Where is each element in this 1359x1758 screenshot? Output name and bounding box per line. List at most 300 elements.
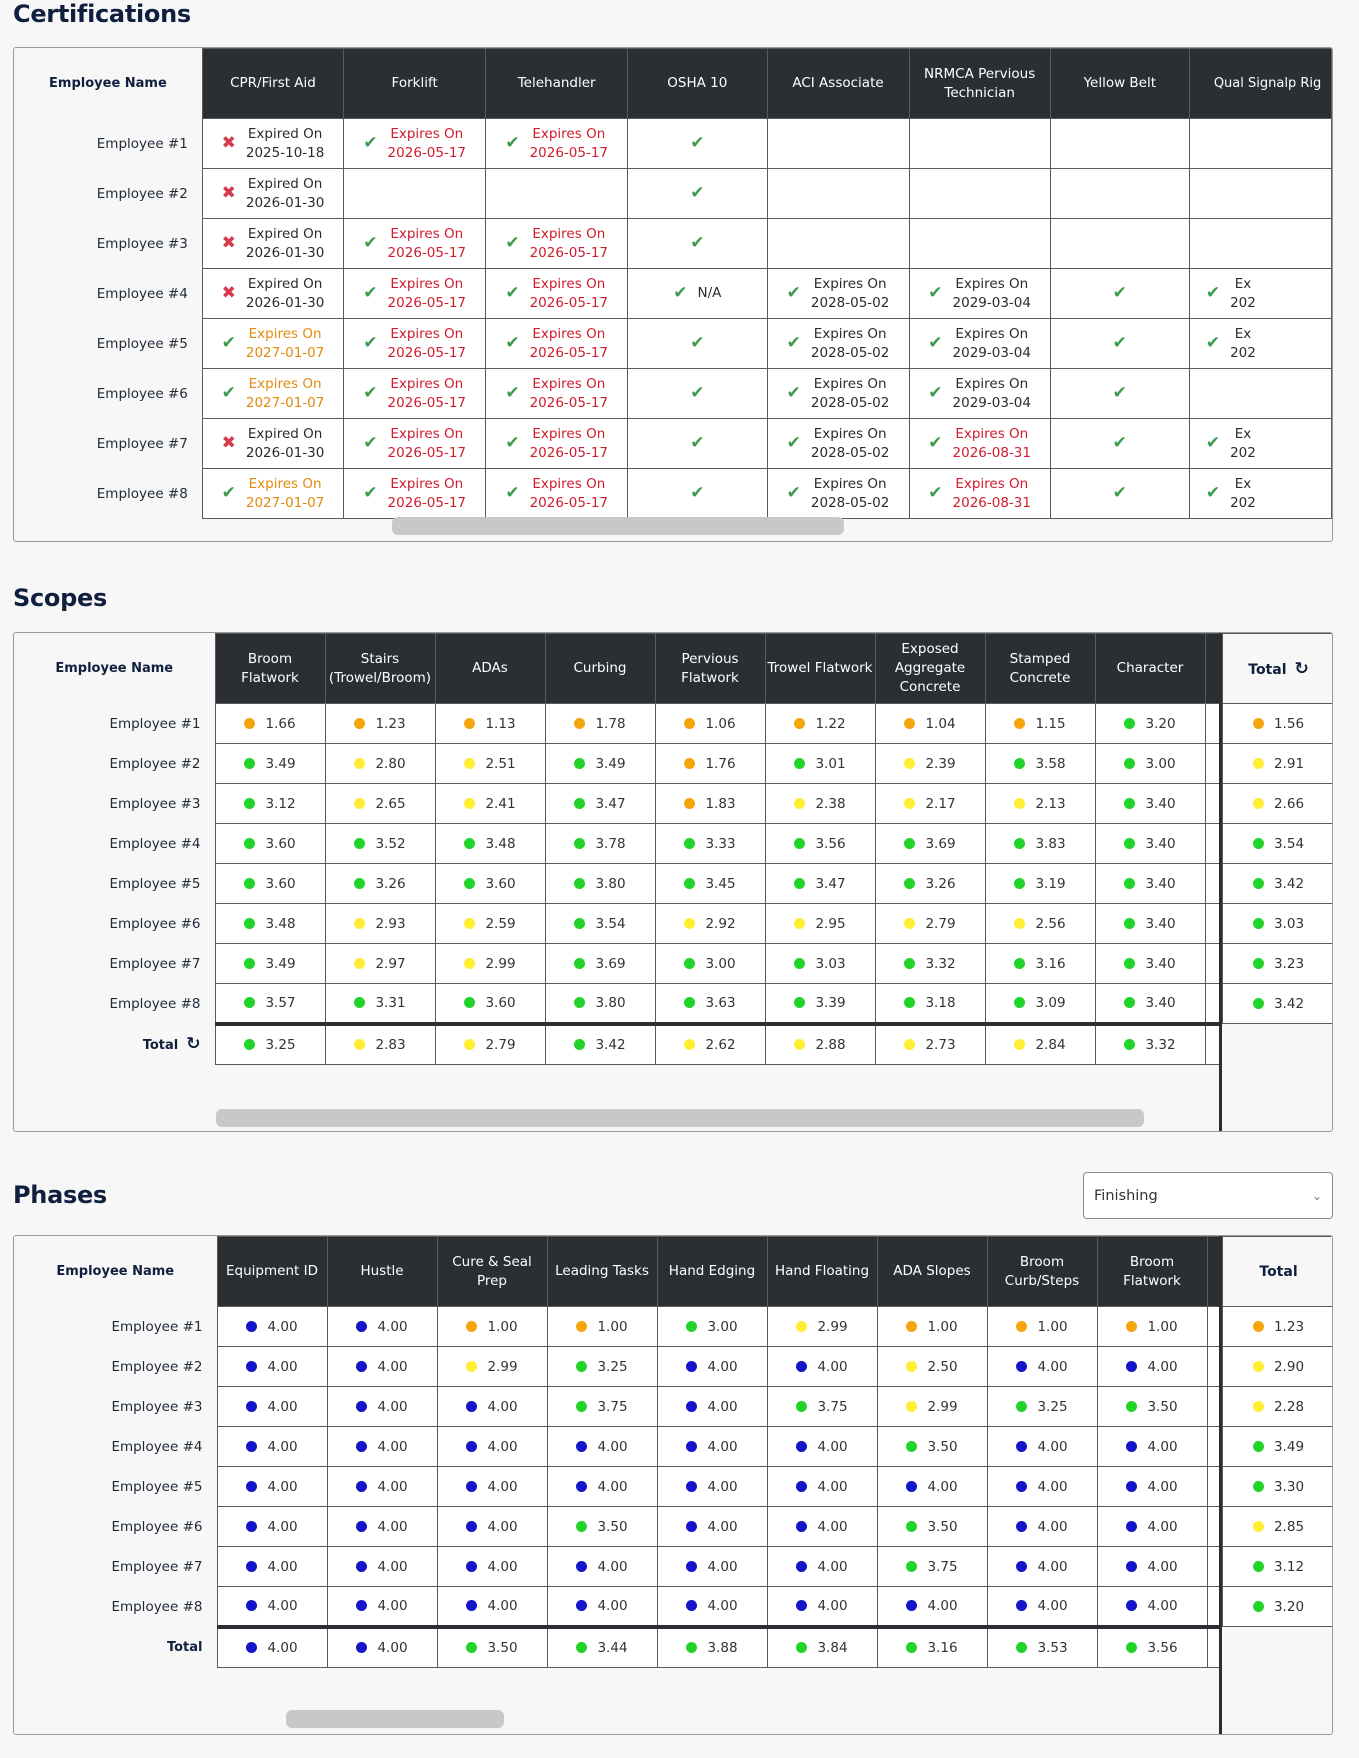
cert-date-value: 202	[1230, 494, 1256, 511]
rating-value	[216, 916, 325, 932]
cert-status	[628, 484, 766, 503]
x-icon: ✖	[221, 233, 236, 253]
cert-date-value: 2028-05-02	[810, 494, 890, 511]
rating-number: 3.47	[595, 795, 626, 812]
rating-number: 4.00	[817, 1478, 848, 1495]
cert-date-value: 2029-03-04	[952, 344, 1031, 361]
rating-value	[1096, 956, 1205, 972]
rating-value	[1098, 1519, 1207, 1535]
rating-value	[766, 876, 875, 892]
employee-name: Employee #2	[111, 1358, 203, 1375]
rating-dot	[246, 1600, 257, 1611]
cert-cell	[909, 419, 1050, 469]
rating-number: 4.00	[1147, 1438, 1178, 1455]
cert-date	[246, 425, 324, 463]
rating-number: 4.00	[817, 1358, 848, 1375]
rating-dot	[906, 1642, 917, 1653]
phase-score-cell	[437, 1427, 547, 1467]
rating-value	[1223, 1559, 1333, 1575]
rating-value	[436, 716, 545, 732]
scope-score-cell	[435, 984, 545, 1024]
cert-status	[486, 125, 627, 163]
rating-number: 1.56	[1273, 715, 1305, 732]
cert-cell	[1189, 369, 1331, 419]
cert-date-label: Expires On	[390, 375, 464, 392]
rating-dot	[574, 958, 585, 969]
rating-number: 4.00	[487, 1478, 518, 1495]
phase-stub-cell	[1207, 1347, 1219, 1387]
phase-score-cell	[437, 1507, 547, 1547]
rating-dot	[466, 1521, 477, 1532]
scope-column-total	[435, 1024, 545, 1065]
cert-date-value: 2026-01-30	[245, 444, 325, 461]
rating-dot	[1253, 1321, 1264, 1332]
scope-score-cell	[545, 704, 655, 744]
check-icon: ✔	[1112, 333, 1127, 353]
scope-score-cell	[325, 744, 435, 784]
scope-score-cell	[545, 984, 655, 1024]
scope-score-cell	[875, 904, 985, 944]
rating-dot	[1253, 798, 1264, 809]
phases-title: Phases	[13, 1181, 107, 1209]
phases-total-column	[1222, 1236, 1333, 1627]
rating-dot	[1124, 798, 1135, 809]
rating-dot	[576, 1642, 587, 1653]
phase-stub-cell	[1207, 1507, 1219, 1547]
cert-status	[486, 425, 627, 463]
cert-date-value: 2028-05-02	[810, 444, 890, 461]
cert-cell	[767, 419, 909, 469]
scope-total-row	[1223, 784, 1334, 824]
cert-cell	[202, 119, 343, 169]
certifications-scrollbar[interactable]	[392, 517, 844, 535]
scope-score-cell	[435, 704, 545, 744]
cert-date-label: Ex	[1234, 425, 1252, 442]
scope-score-cell	[545, 824, 655, 864]
scope-score-cell	[545, 864, 655, 904]
phase-column-total	[987, 1627, 1097, 1668]
cert-date	[388, 275, 466, 313]
phase-score-cell	[217, 1587, 327, 1627]
rating-number: 3.60	[265, 875, 296, 892]
rating-dot	[356, 1521, 367, 1532]
rating-dot	[684, 878, 695, 889]
rating-number: 3.19	[1035, 875, 1066, 892]
rating-value	[988, 1559, 1097, 1575]
rating-dot	[1014, 958, 1025, 969]
rating-dot	[1253, 1601, 1264, 1612]
check-icon: ✔	[505, 133, 520, 153]
rating-dot	[1014, 878, 1025, 889]
check-icon: ✔	[505, 433, 520, 453]
rating-number: 2.62	[705, 1036, 736, 1053]
phase-score-cell	[327, 1387, 437, 1427]
phase-score-cell	[987, 1587, 1097, 1627]
scope-column-total	[545, 1024, 655, 1065]
phase-score-cell	[767, 1307, 877, 1347]
rating-dot	[356, 1321, 367, 1332]
phase-score-cell	[877, 1427, 987, 1467]
scope-score-cell	[1095, 984, 1205, 1024]
rating-value	[1098, 1640, 1207, 1656]
cert-column-header: ACI Associate	[767, 49, 909, 119]
rating-dot	[1253, 1481, 1264, 1492]
cert-date-label: Expires On	[390, 475, 464, 492]
rating-dot	[354, 838, 365, 849]
cert-date-label: Expires On	[813, 475, 887, 492]
rating-number: 4.00	[707, 1358, 738, 1375]
phase-score-cell	[547, 1467, 657, 1507]
rating-number: 4.00	[267, 1597, 298, 1614]
cert-cell	[344, 319, 486, 369]
phase-column-stub	[1207, 1237, 1219, 1307]
rating-number: 3.54	[595, 915, 626, 932]
cert-date-value: 2026-05-17	[387, 244, 467, 261]
rating-value	[986, 1037, 1095, 1053]
rating-number: 4.00	[267, 1558, 298, 1575]
rating-value	[878, 1598, 987, 1614]
scope-score-cell	[875, 864, 985, 904]
rating-dot	[904, 958, 915, 969]
cert-status	[628, 384, 766, 403]
cert-status	[628, 134, 766, 153]
rating-value	[768, 1439, 877, 1455]
phase-score-cell	[437, 1467, 547, 1507]
cert-cell	[202, 369, 343, 419]
rating-dot	[686, 1321, 697, 1332]
cert-cell	[909, 469, 1050, 519]
scope-score-cell	[1095, 944, 1205, 984]
rating-number: 3.23	[1273, 955, 1305, 972]
check-icon: ✔	[363, 483, 378, 503]
rating-number: 4.00	[707, 1518, 738, 1535]
rating-value	[658, 1598, 767, 1614]
scope-totals-label[interactable]	[14, 1024, 215, 1065]
rating-number: 4.00	[597, 1478, 628, 1495]
rating-number: 4.00	[267, 1358, 298, 1375]
rating-dot	[244, 838, 255, 849]
scope-score-cell	[1095, 824, 1205, 864]
cert-date-value: 2028-05-02	[810, 344, 890, 361]
rating-number: 3.25	[597, 1358, 628, 1375]
cert-date-value: 2026-08-31	[952, 494, 1031, 511]
scope-score-cell	[985, 784, 1095, 824]
rating-number: 1.78	[595, 715, 626, 732]
rating-number: 4.00	[597, 1597, 628, 1614]
phase-row	[14, 1467, 1219, 1507]
rating-number: 2.50	[927, 1358, 958, 1375]
cert-cell	[344, 219, 486, 269]
rating-number: 3.56	[815, 835, 846, 852]
employee-name: Employee #6	[96, 385, 188, 402]
cert-date	[953, 275, 1031, 313]
refresh-icon[interactable]: ↻	[186, 1034, 201, 1054]
scope-score-cell	[875, 784, 985, 824]
rating-number: 3.60	[485, 875, 516, 892]
rating-number: 2.39	[925, 755, 956, 772]
phase-row-total	[1223, 1507, 1334, 1547]
rating-number: 1.00	[1037, 1318, 1068, 1335]
employee-name-header: Employee Name	[55, 661, 174, 676]
phase-score-cell	[327, 1507, 437, 1547]
rating-number: 3.50	[597, 1518, 628, 1535]
rating-dot	[796, 1521, 807, 1532]
phase-score-cell	[767, 1347, 877, 1387]
cert-date	[811, 425, 889, 463]
phase-score-cell	[987, 1467, 1097, 1507]
scope-column-total	[325, 1024, 435, 1065]
rating-number: 4.00	[377, 1639, 408, 1656]
rating-value	[1223, 1519, 1333, 1535]
check-icon: ✔	[928, 483, 943, 503]
rating-dot	[796, 1441, 807, 1452]
rating-dot	[354, 718, 365, 729]
rating-number: 4.00	[1037, 1558, 1068, 1575]
rating-number: 4.00	[267, 1639, 298, 1656]
rating-number: 2.84	[1035, 1036, 1066, 1053]
scope-score-cell	[545, 744, 655, 784]
rating-value	[658, 1479, 767, 1495]
rating-number: 3.75	[817, 1398, 848, 1415]
rating-dot	[464, 997, 475, 1008]
phase-score-cell	[1097, 1427, 1207, 1467]
cert-cell	[909, 369, 1050, 419]
phase-select[interactable]	[1083, 1172, 1333, 1219]
cert-cell	[628, 469, 767, 519]
cert-date-label: Expires On	[532, 375, 606, 392]
x-icon: ✖	[221, 433, 236, 453]
cert-status	[1051, 384, 1189, 403]
phase-score-cell	[437, 1587, 547, 1627]
scope-row	[14, 744, 1220, 784]
rating-dot	[906, 1600, 917, 1611]
scopes-total-header[interactable]: Total ↻	[1223, 634, 1334, 704]
rating-dot	[1016, 1321, 1027, 1332]
scope-score-cell	[765, 744, 875, 784]
rating-value	[986, 876, 1095, 892]
rating-number: 3.84	[817, 1639, 848, 1656]
rating-number: 2.51	[485, 755, 516, 772]
rating-number: 1.15	[1035, 715, 1066, 732]
rating-dot	[576, 1561, 587, 1572]
phases-scrollbar[interactable]	[286, 1710, 504, 1728]
rating-dot	[466, 1441, 477, 1452]
cert-cell	[202, 269, 343, 319]
rating-value	[436, 836, 545, 852]
rating-number: 4.00	[377, 1478, 408, 1495]
phase-score-cell	[877, 1507, 987, 1547]
employee-name: Employee #1	[111, 1318, 203, 1335]
rating-dot	[1124, 997, 1135, 1008]
scope-row	[14, 704, 1220, 744]
cert-cell	[344, 369, 486, 419]
rating-number: 3.50	[487, 1639, 518, 1656]
rating-number: 4.00	[817, 1597, 848, 1614]
rating-value	[768, 1640, 877, 1656]
rating-dot	[1124, 918, 1135, 929]
phase-score-cell	[987, 1387, 1097, 1427]
scope-stub-cell	[1205, 784, 1220, 824]
scope-column-header: ADAs	[435, 634, 545, 704]
rating-number: 4.00	[1037, 1358, 1068, 1375]
scope-column-total	[985, 1024, 1095, 1065]
scope-score-cell	[655, 904, 765, 944]
cert-date-label: Expires On	[248, 325, 322, 342]
cert-status	[628, 334, 766, 353]
phase-row-total	[1223, 1427, 1334, 1467]
phase-total-row	[1223, 1587, 1334, 1627]
scope-score-cell	[325, 944, 435, 984]
rating-value	[216, 756, 325, 772]
cert-cell	[1050, 269, 1189, 319]
rating-number: 4.00	[1037, 1518, 1068, 1535]
cert-row	[14, 219, 1332, 269]
rating-value	[1223, 756, 1333, 772]
rating-number: 4.00	[707, 1558, 738, 1575]
rating-value	[546, 995, 655, 1011]
rating-number: 3.40	[1145, 915, 1176, 932]
rating-value	[768, 1399, 877, 1415]
phase-stub-cell	[1207, 1387, 1219, 1427]
rating-value	[546, 796, 655, 812]
cert-cell	[486, 419, 628, 469]
rating-value	[216, 836, 325, 852]
phase-stub-cell	[1207, 1467, 1219, 1507]
rating-number: 3.00	[707, 1318, 738, 1335]
rating-value	[438, 1519, 547, 1535]
rating-value	[218, 1439, 327, 1455]
rating-value	[658, 1319, 767, 1335]
phase-score-cell	[217, 1547, 327, 1587]
rating-dot	[686, 1361, 697, 1372]
rating-number: 2.99	[487, 1358, 518, 1375]
scope-score-cell	[765, 984, 875, 1024]
rating-number: 2.38	[815, 795, 846, 812]
rating-dot	[246, 1361, 257, 1372]
cert-date	[530, 275, 608, 313]
rating-number: 3.40	[1145, 955, 1176, 972]
check-icon: ✔	[363, 333, 378, 353]
rating-number: 3.49	[1273, 1438, 1305, 1455]
rating-number: 2.91	[1273, 755, 1305, 772]
rating-number: 3.16	[1035, 955, 1066, 972]
rating-value	[326, 1037, 435, 1053]
phase-score-cell	[657, 1507, 767, 1547]
phase-score-cell	[327, 1427, 437, 1467]
scopes-scrollbar[interactable]	[216, 1109, 1144, 1127]
rating-value	[986, 796, 1095, 812]
phase-score-cell	[217, 1467, 327, 1507]
rating-number: 3.32	[925, 955, 956, 972]
cert-date-value: 202	[1230, 344, 1256, 361]
cert-cell	[767, 469, 909, 519]
cert-column-header: CPR/First Aid	[202, 49, 343, 119]
rating-number: 3.50	[927, 1438, 958, 1455]
check-icon: ✔	[221, 383, 236, 403]
rating-value	[438, 1399, 547, 1415]
cert-row	[14, 319, 1332, 369]
scope-stub-cell	[1205, 904, 1220, 944]
cert-row	[14, 469, 1332, 519]
scope-total-row	[1223, 944, 1334, 984]
rating-value	[1098, 1439, 1207, 1455]
phase-column-header: Hand Floating	[767, 1237, 877, 1307]
cert-date-label: Expires On	[390, 225, 464, 242]
cert-cell	[1050, 469, 1189, 519]
rating-dot	[354, 997, 365, 1008]
rating-dot	[576, 1481, 587, 1492]
rating-number: 3.12	[265, 795, 296, 812]
scope-stub-cell	[1205, 1024, 1220, 1065]
phase-score-cell	[877, 1387, 987, 1427]
cert-cell	[909, 269, 1050, 319]
phase-score-cell	[437, 1547, 547, 1587]
rating-number: 3.16	[927, 1639, 958, 1656]
cert-status	[344, 325, 485, 363]
phase-score-cell	[437, 1307, 547, 1347]
rating-number: 3.31	[375, 994, 406, 1011]
rating-dot	[1124, 878, 1135, 889]
rating-dot	[1016, 1521, 1027, 1532]
cert-cell	[202, 319, 343, 369]
rating-number: 4.00	[1147, 1558, 1178, 1575]
rating-dot	[466, 1481, 477, 1492]
rating-value	[876, 1037, 985, 1053]
rating-value	[548, 1319, 657, 1335]
cert-cell	[1189, 269, 1331, 319]
scope-stub-cell	[1205, 744, 1220, 784]
cert-date-label: Expires On	[955, 275, 1029, 292]
rating-number: 3.40	[1145, 875, 1176, 892]
rating-number: 3.80	[595, 994, 626, 1011]
rating-dot	[796, 1401, 807, 1412]
rating-number: 2.99	[927, 1398, 958, 1415]
rating-dot	[684, 918, 695, 929]
phase-score-cell	[767, 1507, 877, 1547]
phase-score-cell	[547, 1587, 657, 1627]
rating-dot	[464, 798, 475, 809]
rating-value	[876, 716, 985, 732]
rating-dot	[904, 758, 915, 769]
cert-date-value: 202	[1230, 444, 1256, 461]
cert-row	[14, 369, 1332, 419]
rating-number: 4.00	[267, 1398, 298, 1415]
check-icon: ✔	[505, 383, 520, 403]
rating-number: 4.00	[377, 1597, 408, 1614]
rating-number: 3.03	[815, 955, 846, 972]
rating-value	[436, 876, 545, 892]
rating-value	[218, 1479, 327, 1495]
check-icon: ✔	[928, 383, 943, 403]
rating-value	[876, 995, 985, 1011]
cert-date-label: Ex	[1234, 275, 1252, 292]
phase-score-cell	[1097, 1387, 1207, 1427]
rating-number: 3.80	[595, 875, 626, 892]
cert-date-label: Expires On	[390, 325, 464, 342]
scope-row-total	[1223, 904, 1334, 944]
phase-score-cell	[877, 1587, 987, 1627]
phase-score-cell	[217, 1387, 327, 1427]
rating-dot	[796, 1561, 807, 1572]
scope-column-total	[655, 1024, 765, 1065]
scope-row	[14, 944, 1220, 984]
rating-dot	[1253, 758, 1264, 769]
scopes-total-column	[1222, 633, 1333, 1024]
rating-value	[326, 716, 435, 732]
rating-value	[766, 916, 875, 932]
rating-value	[766, 796, 875, 812]
refresh-icon[interactable]: ↻	[1294, 658, 1309, 679]
